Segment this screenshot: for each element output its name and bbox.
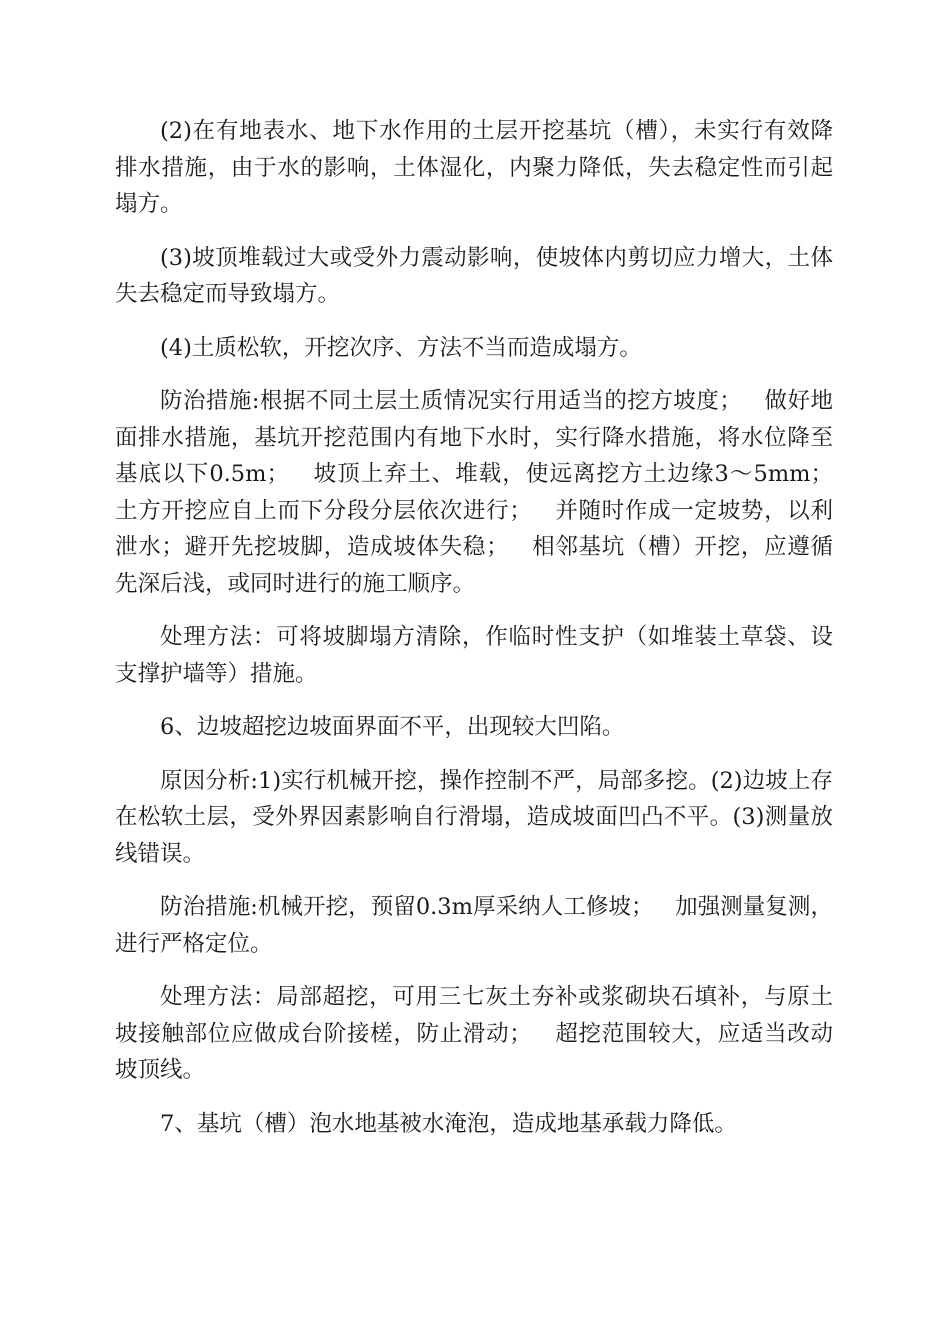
paragraph-overexcavation-causes: 原因分析:1)实行机械开挖，操作控制不严，局部多挖。(2)边坡上存在松软土层，受外界因素影响自行滑塌，造成坡面凹凸不平。(3)测量放线错误。 [115, 767, 833, 867]
document-body [115, 113, 855, 1159]
paragraph-collapse-cause-3: (3)坡顶堆载过大或受外力震动影响，使坡体内剪切应力增大，土体失去稳定而导致塌方。 [115, 244, 833, 307]
paragraph-overexcavation-treatment: 处理方法：局部超挖，可用三七灰土夯补或浆砌块石填补，与原土坡接触部位应做成台阶接槎，防止滑动； 超挖范围较大，应适当改动坡顶线。 [115, 984, 833, 1083]
paragraph-overexcavation-prevention: 防治措施:机械开挖，预留0.3m厚采纳人工修坡； 加强测量复测，进行严格定位。 [115, 894, 833, 957]
heading-pit-flooding: 7、基坑（槽）泡水地基被水淹泡，造成地基承载力降低。 [160, 1110, 737, 1137]
paragraph-collapse-cause-4: (4)土质松软，开挖次序、方法不当而造成塌方。 [160, 334, 642, 361]
heading-slope-overexcavation: 6、边坡超挖边坡面界面不平，出现较大凹陷。 [160, 714, 625, 740]
paragraph-collapse-treatment: 处理方法：可将坡脚塌方清除，作临时性支护（如堆装土草袋、设支撑护墙等）措施。 [115, 624, 833, 687]
paragraph-collapse-cause-2: (2)在有地表水、地下水作用的土层开挖基坑（槽），未实行有效降排水措施，由于水的影响，土体湿化，内聚力降低，失去稳定性而引起塌方。 [115, 118, 833, 217]
paragraph-collapse-prevention: 防治措施:根据不同土层土质情况实行用适当的挖方坡度； 做好地面排水措施，基坑开挖范围内有地下水时，实行降水措施，将水位降至基底以下0.5m； 坡顶上弃土、堆载，使远离挖方土边缘3～5mm； 土方开挖应自上而下分段分层依次进行； 并随时作成一定坡势，以利泄水；避开先挖坡脚，造成坡体失稳； 相邻基坑（槽）开挖，应遵循先深后浅，或同时进行的施工顺序。 [115, 388, 855, 597]
